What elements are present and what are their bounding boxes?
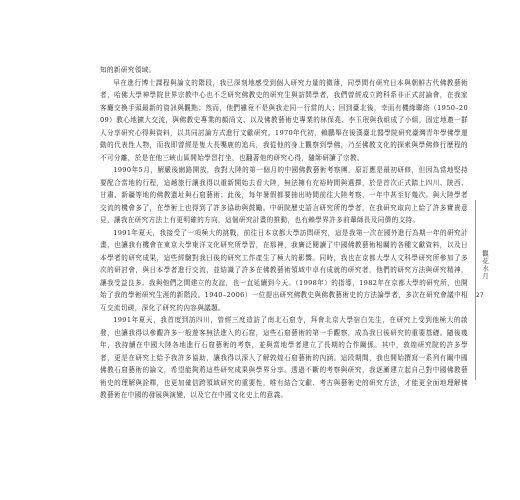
margin-rule bbox=[475, 200, 476, 380]
paragraph-3: 1990年5月，解嚴後網路開放，我對大陸的第一個月的中國佛教藝術考察團，原訂應是最初研修，但因為當地堅持要配合當地的行程，這趟旅行讓我得以重新開始去看大陸，無法擁有充裕時間與選擇，於是首次正式踏上四川、陝西、甘肅、新疆等地的佛教遺址與石窟藝術；此後，每年暑假都要抽出時間前往大陸考察，一年中甚至好幾次。與大陸學者交流的機會多了，在學術上也得到了許多協助與鼓勵。中研院歷史語言研究所的學者，在我研究取向上給了許多寶貴意見，讓我在研究方法上有更明確的方向，這個研究計畫的推動，也有賴學界許多前輩師長及同儕的支持。 bbox=[100, 166, 468, 224]
running-title: 觀花水月 bbox=[481, 250, 489, 280]
paragraph-1: 知的新研究領域。 bbox=[100, 66, 156, 74]
page-number: 27 bbox=[476, 292, 484, 299]
paragraph-4: 1991年夏天，我接受了一項極大的挑戰，前往日本京都大學訪問研究，這是我第一次在國外進行為期一年的研究計畫，也讓我有機會在東京大學東洋文化研究所學習，在那裡，我廣泛閱讀了中國佛教藝術相關的各種文獻資料，以及日本學者的研究成果，這些經驗對我日後的研究工作產生了極大的影響。同時，我也在京都大學人文科學研究所參加了多次的研討會，與日本學者進行交流，並結識了許多在佛教藝術領域中卓有成就的研究者，他們的研究方法與研究精神，讓我受益良多。我與他們之間建立的友誼，也一直延續到今天。（1998年）的指導，1982年在京都大學的研究所，也開始了我的學術研究生涯的新階段。1940–2006）一位提出研究佛教史與佛教藝術史的方法論學者，多次在研究會議中相互交流切磋，深化了研究的內容與議題。 bbox=[100, 228, 468, 312]
paragraph-2: 早在進行博士課程與論文的階段，我已深刻地感受到個人研究力量的微薄，同學間有研究日本與朝鮮古代佛教藝術者，哈佛大學神學院世界宗教中心也不乏研究佛教史的研究生與訪問學者，我們曾經成立跨科系非正式討論會，在我家客廳交換手頭最新的資訊與觀點；然而，他們雖竟不是與我走同一行當的人；回到臺北後，幸而有機緣聯絡（1950–2009）教心地擴大交流，與佛教史專業的顏尚文、以及佛教藝術史專業的林保堯、李玉珉與我組成了小組，固定地邀一群人分享研究心得與資料，以共同討論方式進行文獻研究。1970年代初，賴鵬舉在後漢臺北醫學院研究臺灣青年學佛學運動的代表性人物，而我即曾經是隻大長嘴鹿的追兵，我從他的身上觀察到學佛，乃至佛教文化的探索與學佛修行歷程的不可分離，於是在他三峽山區開始學習打坐，也翻著他的研究心得，隨師研讀了宗教。 bbox=[100, 78, 468, 162]
body-text bbox=[100, 64, 468, 402]
paragraph-5: 1991年夏天，我首度到訪四川，曾經三度造訪了南北石窟寺，拜會北京大學宿白先生，在研究上受到他極大的啟發，也讓我得以參觀許多一般遊客無法進入的石窟，這些石窟藝術的第一手觀察，成為我日後研究的重要基礎。隨後幾年，我持續在中國大陸各地進行石窟藝術的考察，並與當地學者建立了長期的合作關係。其中，敦煌研究院的許多學者，更是在研究上給予我許多協助，讓我得以深入了解敦煌石窟藝術的內涵。這段期間，我也開始撰寫一系列有關中國佛教石窟藝術的論文，希望能夠將這些研究成果與學界分享。透過不斷的考察與研究，我逐漸建立起自己對中國佛教藝術史的理解與詮釋，也更加確信跨領域研究的重要性，唯有結合文獻、考古與藝術史的研究方法，才能更全面地理解佛教藝術在中國的發展與演變，以及它在中國文化史上的意義。 bbox=[100, 316, 468, 399]
